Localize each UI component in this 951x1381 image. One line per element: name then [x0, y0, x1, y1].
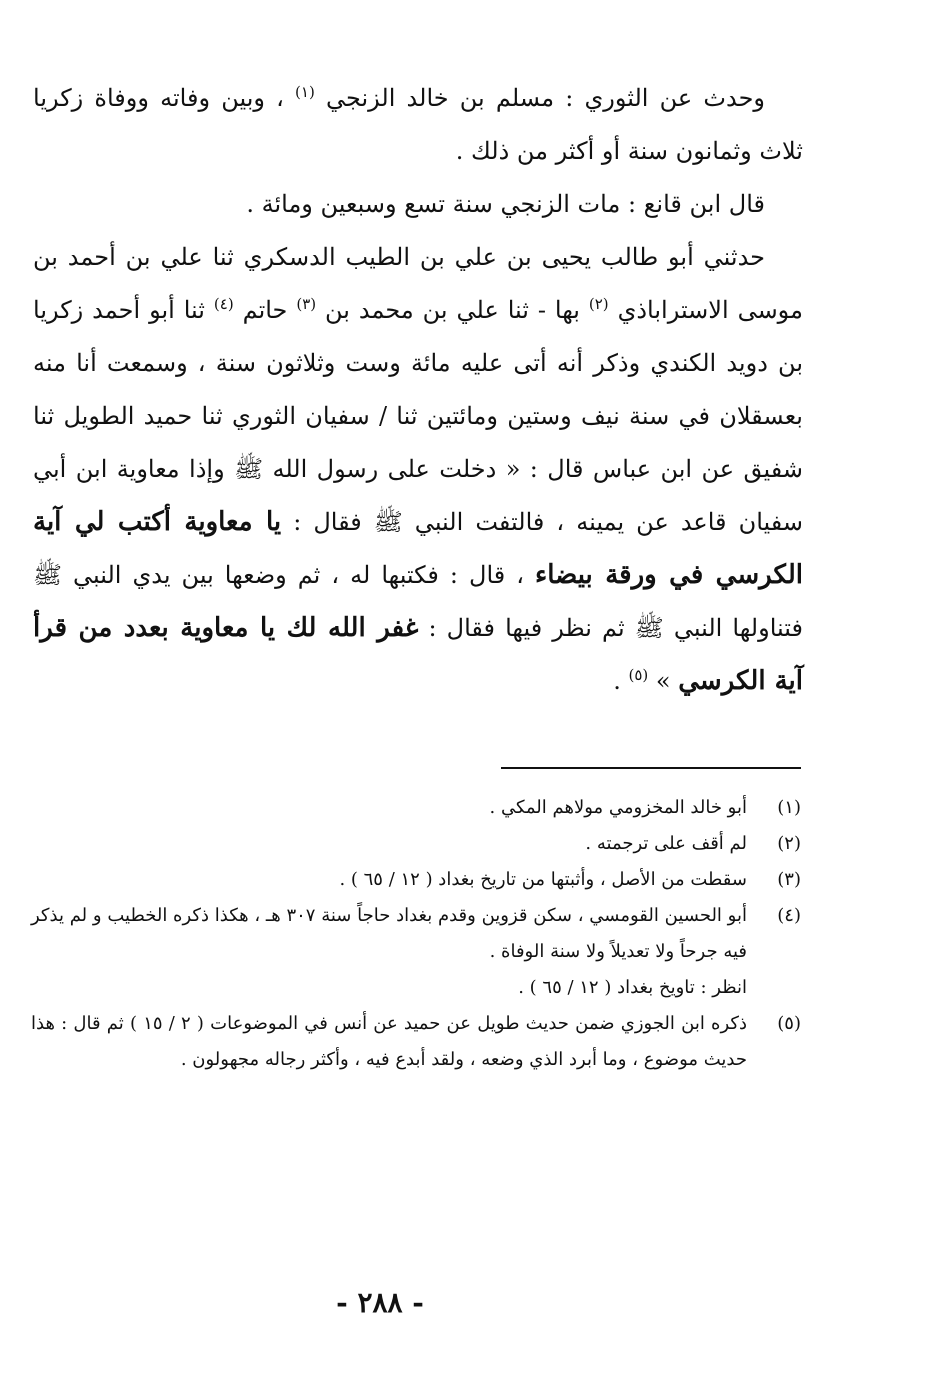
footnote-ref[interactable]: (٥) [628, 666, 649, 684]
paragraph-1 [33, 72, 803, 178]
footnote-body [31, 1006, 747, 1078]
page-number: - ٢٨٨ - [336, 1286, 424, 1319]
footnote-body [31, 826, 747, 862]
footnote-body [31, 790, 747, 826]
text-segment: . [613, 667, 621, 695]
footnote-number: (٢) [777, 833, 801, 854]
footnote-text: أبو خالد المخزومي مولاهم المكي . [489, 797, 747, 818]
text-segment: بها - ثنا علي بن محمد بن [325, 296, 580, 324]
footnote-text: أبو الحسين القومسي ، سكن قزوين وقدم بغداد حاجاً سنة ٣٠٧ هـ ، هكذا ذكره الخطيب و لم يذكر فيه جرحاً ولا تعديلاً ولا سنة الوفاة . [31, 905, 747, 962]
text-segment: وحدث عن الثوري : مسلم بن خالد الزنجي [326, 84, 765, 112]
footnote-text: ذكره ابن الجوزي ضمن حديث طويل عن حميد عن أنس في الموضوعات ( ٢ / ١٥ ) ثم قال : هذا حديث موضوع ، وما أبرد الذي وضعه ، ولقد أبدع فيه ، وأكثر رجاله مجهولون . [31, 1013, 747, 1070]
bold-quote: غفر الله لك يا معاوية بعدد من قرأ آية الكرسي [33, 613, 803, 696]
footnote-ref[interactable]: (١) [295, 83, 315, 101]
footnote-number: (٤) [777, 905, 801, 926]
text-segment: ثنا أبو أحمد زكريا بن دويد الكندي وذكر أنه أتى عليه مائة وست وثلاثون سنة ، وسمعت أنا منه بعسقلان في سنة نيف وستين ومائتين ثنا / سفيان الثوري ثنا حميد الطويل ثنا شفيق عن ابن عباس قال : « دخلت على رسول الله ﷺ وإذا معاوية ابن أبي سفيان قاعد عن يمينه ، فالتفت النبي ﷺ فقال : [33, 296, 803, 536]
footnote-number: (٥) [777, 1013, 801, 1034]
text-segment: حاتم [242, 296, 288, 324]
footnote-1 [31, 790, 801, 826]
text-segment: حدثني أبو طالب يحيى بن علي بن الطيب الدسكري ثنا علي بن أحمد بن موسى الاستراباذي [33, 243, 803, 324]
footnote-3 [31, 862, 801, 898]
bold-quote: يا معاوية أكتب لي آية الكرسي في ورقة بيضاء [33, 507, 803, 590]
footnote-ref[interactable]: (٣) [296, 295, 317, 313]
footnote-body [31, 898, 747, 1006]
paragraph-3 [33, 231, 803, 708]
footnote-ref[interactable]: (٢) [588, 295, 609, 313]
footnote-body [31, 862, 747, 898]
text-segment: ، وبين وفاته ووفاة زكريا ثلاث وثمانون سنة أو أكثر من ذلك . [33, 84, 803, 165]
text-segment: » [655, 667, 671, 695]
main-text [33, 72, 803, 708]
text-segment: ، قال : فكتبها له ، ثم وضعها بين يدي النبي ﷺ فتناولها النبي ﷺ ثم نظر فيها فقال : [33, 561, 803, 642]
footnote-2 [31, 826, 801, 862]
footnote-number: (١) [777, 797, 801, 818]
text-segment: قال ابن قانع : مات الزنجي سنة تسع وسبعين ومائة . [246, 190, 765, 218]
paragraph-2 [33, 178, 803, 231]
footnote-text: لم أقف على ترجمته . [585, 833, 747, 854]
footnote-4 [31, 898, 801, 1006]
footnote-ref[interactable]: (٤) [213, 295, 234, 313]
footnote-divider [501, 767, 801, 769]
footnote-text: انظر : تاويخ بغداد ( ١٢ / ٦٥ ) . [518, 977, 747, 998]
footnotes [31, 790, 801, 1078]
footnote-5 [31, 1006, 801, 1078]
footnote-number: (٣) [777, 869, 801, 890]
footnote-text: سقطت من الأصل ، وأثبتها من تاريخ بغداد ( ١٢ / ٦٥ ) . [339, 869, 747, 890]
